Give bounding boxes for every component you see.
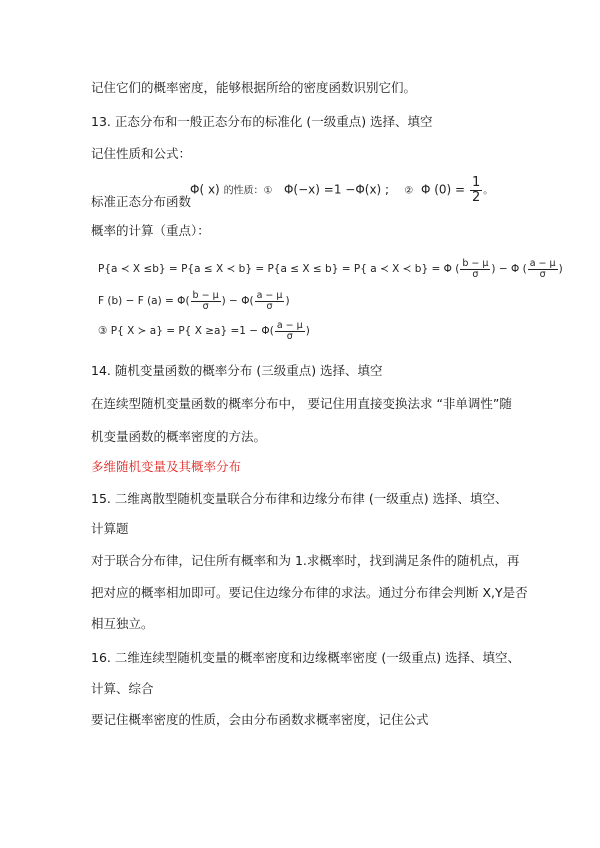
chapter-heading-multivariate: 多维随机变量及其概率分布	[91, 459, 242, 474]
section-16-heading-cont: 计算、综合	[91, 681, 154, 696]
section-15-heading: 15. 二维离散型随机变量联合分布律和边缘分布律 (一级重点) 选择、填空、	[91, 491, 508, 506]
text-line-prob-calc: 概率的计算（重点）：	[91, 223, 210, 238]
half-numerator: 1	[471, 175, 481, 190]
f2-end: )	[285, 295, 290, 307]
f3-left: ③ P{ X ≻ a} = P{ X ≥a} =1 − Φ(	[98, 325, 274, 337]
f1-mid: ) − Φ (	[491, 263, 527, 275]
f1-frac2	[528, 259, 558, 280]
f2-frac1-den: σ	[202, 300, 209, 312]
section-13-heading: 13. 正态分布和一般正态分布的标准化 (一级重点) 选择、填空	[91, 114, 433, 129]
formula-3	[98, 318, 520, 344]
f3-frac	[275, 321, 305, 342]
phi-zero: Φ (0) =	[420, 182, 466, 197]
f1-end: )	[558, 263, 563, 275]
f1-left: P{a ≺ X ≤b} = P{a ≤ X ≺ b} = P{a ≤ X ≤ b} = P{ a ≺ X ≺ b} = Φ (	[98, 263, 460, 275]
f3-frac-num: a − μ	[276, 319, 303, 331]
section-15-heading-cont: 计算题	[91, 521, 129, 536]
text-line-remember: 记住性质和公式：	[91, 146, 192, 161]
text-line-continuous-2: 机变量函数的概率密度的方法。	[91, 429, 267, 444]
half-denominator: 2	[471, 189, 481, 205]
f2-left: F (b) − F (a) = Φ(	[98, 295, 190, 307]
f1-frac1-num: b − μ	[462, 257, 489, 269]
f3-end: )	[305, 325, 310, 337]
section-16-heading: 16. 二维连续型随机变量的概率密度和边缘概率密度 (一级重点) 选择、填空、	[91, 650, 521, 665]
text-line-std-normal: 标准正态分布函数	[91, 194, 192, 209]
phi-symmetry: Φ(−x) =1 −Φ(x) ;	[283, 182, 390, 197]
f3-frac-den: σ	[286, 330, 293, 342]
text-line-density-props: 要记住概率密度的性质，会由分布函数求概率密度，记住公式	[91, 712, 429, 727]
phi-end: 。	[483, 185, 494, 197]
f1-frac2-num: a − μ	[529, 257, 556, 269]
f1-frac2-den: σ	[539, 268, 546, 280]
f1-frac1	[460, 259, 490, 280]
circle-2: ②	[404, 185, 414, 197]
f2-frac1	[191, 291, 221, 312]
formula-2	[98, 288, 520, 314]
section-14-heading: 14. 随机变量函数的概率分布 (三级重点) 选择、填空	[91, 363, 383, 378]
phi-prop-label: 的性质：①	[223, 185, 273, 197]
f2-frac2-num: a − μ	[256, 289, 283, 301]
f2-frac2	[255, 291, 285, 312]
text-line-joint-1: 对于联合分布律，记住所有概率和为 1.求概率时，找到满足条件的随机点，再	[91, 553, 520, 568]
f2-frac2-den: σ	[266, 300, 273, 312]
f2-frac1-num: b − μ	[192, 289, 219, 301]
phi-x: Φ( x)	[190, 182, 220, 197]
f2-mid: ) − Φ(	[221, 295, 254, 307]
f1-frac1-den: σ	[472, 268, 479, 280]
text-line-joint-3: 相互独立。	[91, 616, 154, 631]
text-line-density: 记住它们的概率密度，能够根据所给的密度函数识别它们。	[91, 80, 417, 95]
text-line-joint-2: 把对应的概率相加即可。要记住边缘分布律的求法。通过分布律会判断 X,Y是否	[91, 585, 528, 600]
text-line-continuous-1: 在连续型随机变量函数的概率分布中， 要记住用直接变换法求 “非单调性”随	[91, 396, 512, 411]
